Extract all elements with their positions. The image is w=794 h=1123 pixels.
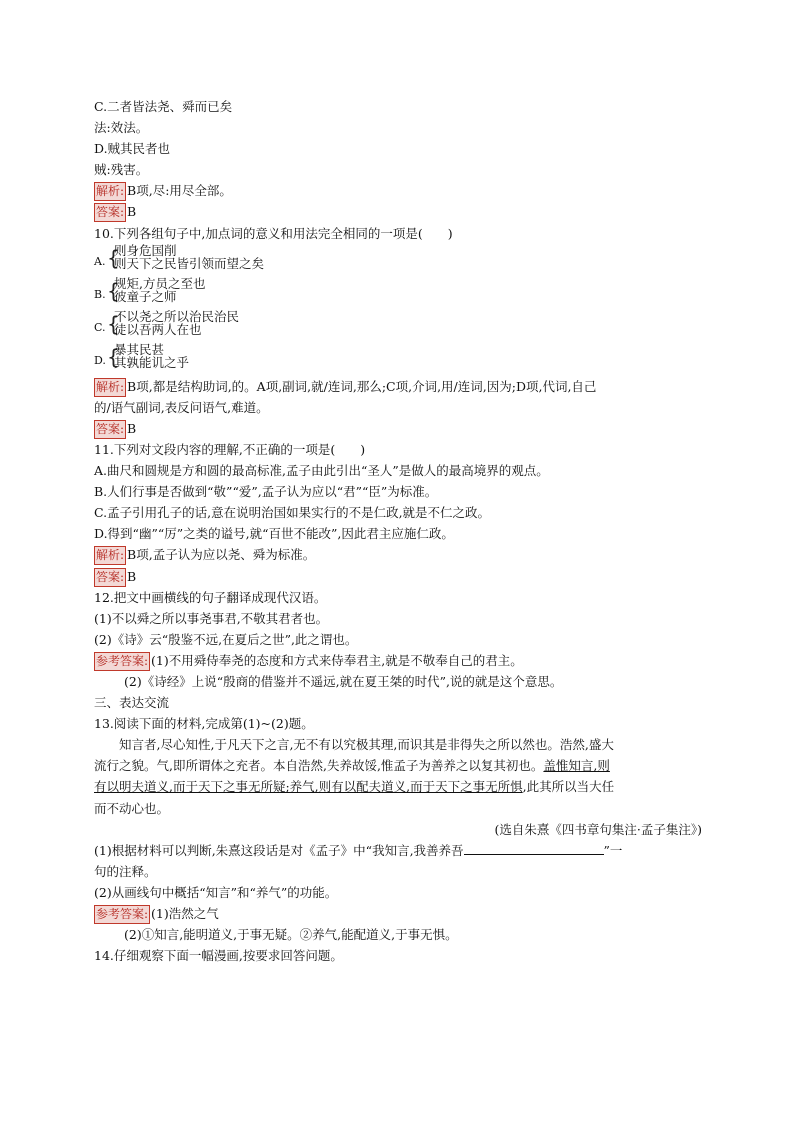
q10-option-a — [94, 244, 702, 277]
q13-passage-line-1: 知言者,尽心知性,于凡天下之言,无不有以究极其理,而识其是非得失之所以然也。浩然,盛大 — [119, 737, 614, 753]
option-line-1: 则身危国削 — [114, 242, 177, 258]
document-page — [94, 96, 702, 966]
q13-reference-answer-2: (2)①知言,能明道义,于事无疑。②养气,能配道义,于事无惧。 — [124, 927, 458, 943]
section-heading: 三、表达交流 — [94, 695, 170, 711]
q9-analysis — [94, 180, 702, 201]
option-line-2: 彼童子之师 — [114, 288, 177, 304]
q14-stem: 14.仔细观察下面一幅漫画,按要求回答问题。 — [94, 948, 343, 964]
passage-text: 流行之貌。气,即所谓体之充者。本自浩然,失养故馁,惟孟子为善养之以复其初也。 — [94, 758, 544, 774]
q12-sentence-2: (2)《诗》云“殷鉴不远,在夏后之世”,此之谓也。 — [94, 631, 358, 647]
q10-option-b — [94, 277, 702, 310]
q10-stem: 10.下列各组句子中,加点词的意义和用法完全相同的一项是( ) — [94, 225, 453, 241]
q11-option-a: A.曲尺和圆规是方和圆的最高标准,孟子由此引出“圣人”是做人的最高境界的观点。 — [94, 463, 549, 479]
q13-passage-line-3 — [94, 776, 702, 797]
q13-subquestion-1-cont: 句的注释。 — [94, 863, 157, 879]
q11-option-c: C.孟子引用孔子的话,意在说明治国如果实行的不是仁政,就是不仁之政。 — [94, 505, 491, 521]
brace-icon: { — [107, 245, 120, 270]
q11-answer — [94, 566, 702, 587]
q10-option-d — [94, 343, 702, 376]
q10-analysis — [94, 376, 702, 397]
analysis-tag: 解析: — [94, 182, 126, 201]
answer-tag: 答案: — [94, 420, 126, 439]
q13-subquestion-2: (2)从画线句中概括“知言”和“养气”的功能。 — [94, 884, 338, 900]
answer-text: B — [127, 568, 137, 584]
answer-text: B — [127, 420, 137, 436]
option-label: C. — [94, 320, 106, 334]
answer-blank[interactable] — [464, 841, 604, 855]
q11-option-d: D.得到“幽”“厉”之类的谥号,就“百世不能改”,因此君主应施仁政。 — [94, 526, 454, 542]
q13-source: (选自朱熹《四书章句集注·孟子集注》) — [494, 821, 702, 837]
passage-underlined: 有以明夫道义,而于天下之事无所疑;养气,则有以配夫道义,而于天下之事无所惧 — [94, 779, 523, 795]
answer-tag: 答案: — [94, 203, 126, 222]
reference-answer-tag: 参考答案: — [94, 652, 150, 671]
brace-icon: { — [107, 311, 120, 336]
option-line-1: 暴其民甚 — [114, 341, 165, 357]
option-line-1: 规矩,方员之至也 — [114, 275, 206, 291]
q12-sentence-1: (1)不以舜之所以事尧事君,不敬其君者也。 — [94, 610, 329, 626]
analysis-text: B项,孟子认为应以尧、舜为标准。 — [127, 547, 316, 563]
q9-answer — [94, 201, 702, 222]
q13-subquestion-1 — [94, 840, 702, 861]
q11-option-b: B.人们行事是否做到“敬”“爱”,孟子认为应以“君”“臣”为标准。 — [94, 484, 438, 500]
q9-option-d-gloss: 贼:残害。 — [94, 162, 149, 178]
q10-analysis-cont: 的/语气副词,表反问语气,难道。 — [94, 399, 269, 415]
analysis-text: B项,都是结构助词,的。A项,副词,就/连词,那么;C项,介词,用/连词,因为;D项,代词,自己 — [127, 378, 597, 394]
q10-answer — [94, 418, 702, 439]
option-line-2: 其孰能讥之乎 — [114, 354, 190, 370]
option-line-2: 则天下之民皆引领而望之矣 — [114, 255, 265, 271]
passage-text: ,此其所以当大任 — [522, 779, 615, 795]
q13-stem: 13.阅读下面的材料,完成第(1)~(2)题。 — [94, 716, 314, 732]
option-line-2: 徒以吾两人在也 — [114, 321, 202, 337]
subquestion-text: (1)根据材料可以判断,朱熹这段话是对《孟子》中“我知言,我善养吾 — [94, 842, 464, 858]
q12-reference-answer — [94, 650, 702, 671]
q12-stem: 12.把文中画横线的句子翻译成现代汉语。 — [94, 589, 327, 605]
option-label: D. — [94, 353, 106, 367]
analysis-text: B项,尽:用尽全部。 — [127, 183, 232, 199]
q9-option-d: D.贼其民者也 — [94, 141, 171, 157]
reference-answer-text: (1)浩然之气 — [151, 906, 219, 921]
q10-option-c — [94, 310, 702, 343]
subquestion-text-end: ”一 — [603, 842, 623, 858]
reference-answer-tag: 参考答案: — [94, 905, 150, 924]
reference-answer-text: (1)不用舜侍奉尧的态度和方式来侍奉君主,就是不敬奉自己的君主。 — [151, 652, 523, 668]
answer-tag: 答案: — [94, 568, 126, 587]
q13-passage-line-2 — [94, 755, 702, 776]
passage-underlined: 盖惟知言,则 — [543, 758, 610, 774]
option-label: B. — [94, 287, 106, 301]
q13-passage-line-4: 而不动心也。 — [94, 800, 170, 816]
q11-analysis — [94, 544, 702, 565]
answer-text: B — [127, 204, 137, 220]
option-label: A. — [94, 254, 106, 268]
q9-option-c-gloss: 法:效法。 — [94, 120, 149, 136]
q11-stem: 11.下列对文段内容的理解,不正确的一项是( ) — [94, 441, 366, 457]
option-line-1: 不以尧之所以治民治民 — [114, 308, 240, 324]
q9-option-c: C.二者皆法尧、舜而已矣 — [94, 99, 233, 114]
brace-icon: { — [107, 344, 120, 369]
analysis-tag: 解析: — [94, 546, 126, 565]
q13-reference-answer — [94, 903, 702, 924]
brace-icon: { — [107, 278, 120, 303]
q12-reference-answer-2: (2)《诗经》上说“殷商的借鉴并不遥远,就在夏王桀的时代”,说的就是这个意思。 — [124, 673, 563, 689]
analysis-tag: 解析: — [94, 378, 126, 397]
